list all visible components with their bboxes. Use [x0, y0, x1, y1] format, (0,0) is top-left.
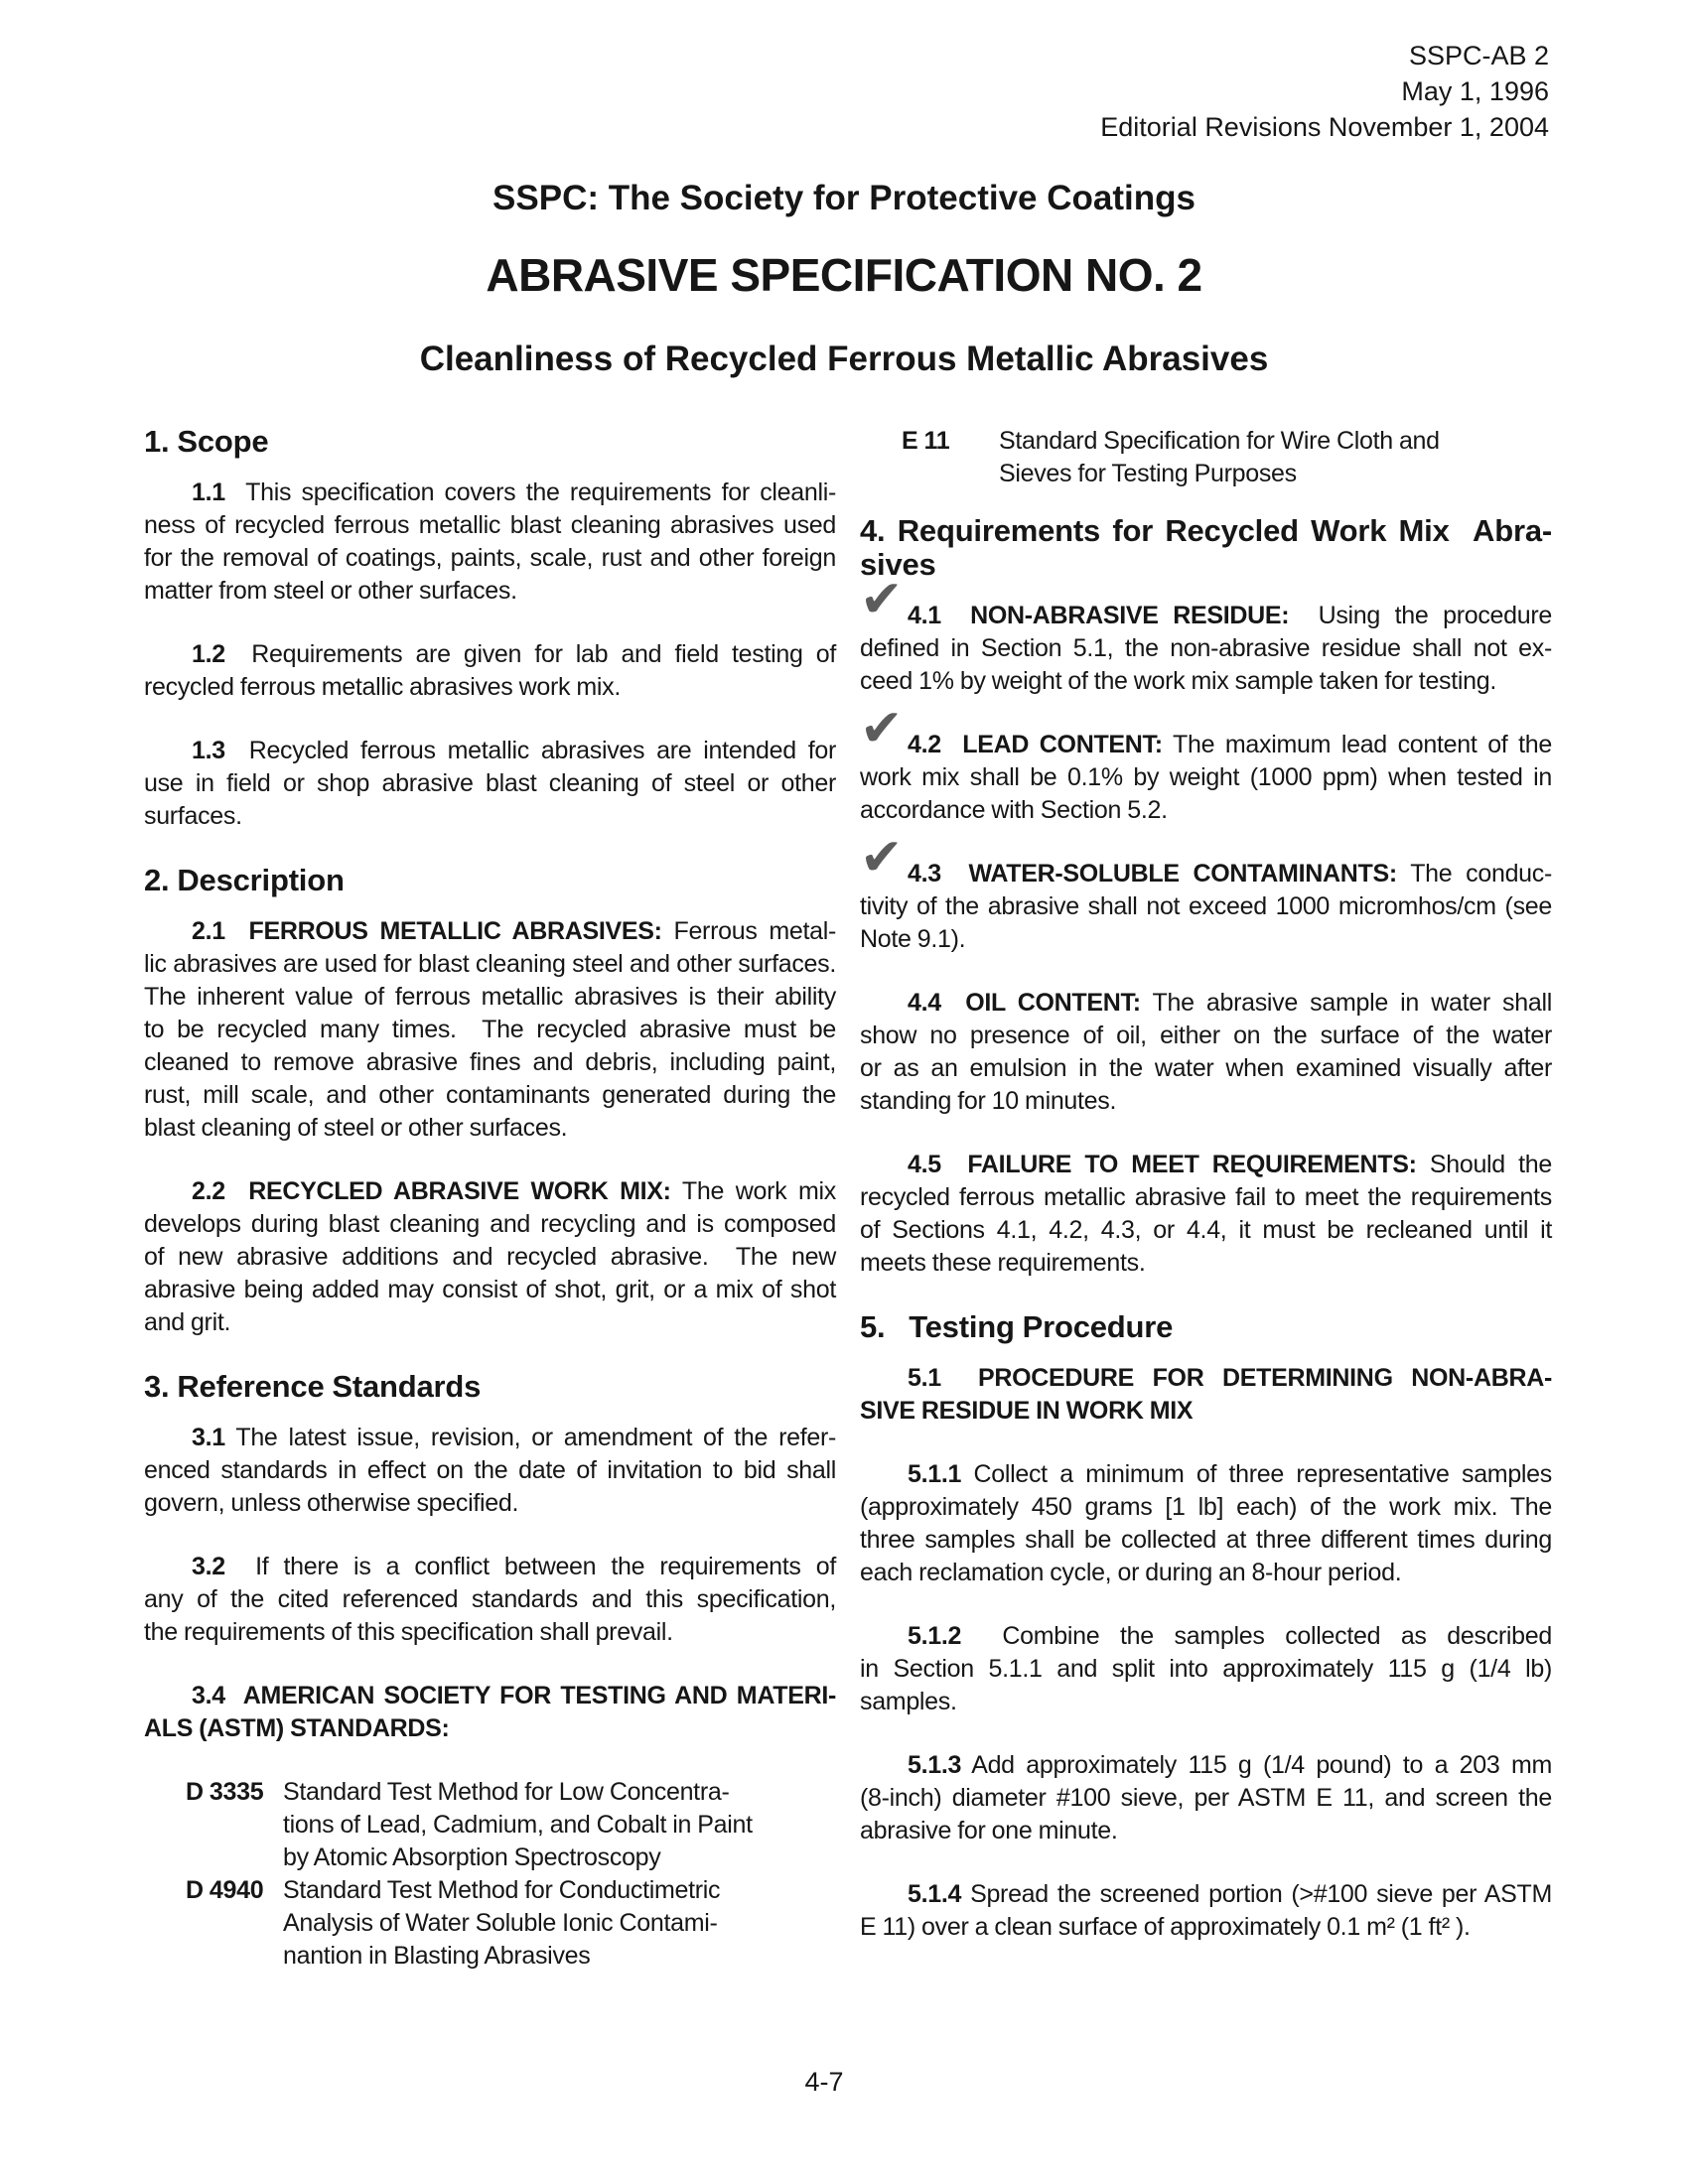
paragraph-label: 5.1.3 [908, 1751, 962, 1779]
text-line: E 11) over a clean surface of approximately 0.1 m² (1 ft² ). [860, 1913, 1471, 1941]
paragraph [860, 571, 1552, 698]
paragraph-text: The conduc- [1396, 860, 1553, 887]
checkmark-icon: ✔ [860, 571, 904, 628]
text-line [860, 600, 1552, 632]
text-line: each reclamation cycle, or during an 8-hour period. [860, 1559, 1402, 1586]
text-line: tions of Lead, Cadmium, and Cobalt in Paint [283, 1811, 753, 1839]
text-line: develops during blast cleaning and recycling and is composed [144, 1210, 836, 1238]
checkmark-icon: ✔ [860, 700, 904, 757]
text-line: to be recycled many times. The recycled abrasive must be [144, 1016, 836, 1043]
heading-line: sives [860, 547, 936, 582]
text-line: recycled ferrous metallic abrasives work mix. [144, 673, 621, 701]
paragraph-label: 5.1.4 [908, 1880, 962, 1908]
paragraph [860, 987, 1552, 1118]
text-line: surfaces. [144, 802, 242, 830]
text-line: or as an emulsion in the water when examined visually after [860, 1054, 1552, 1082]
paragraph-text: Combine the samples collected as described [961, 1622, 1552, 1650]
paragraph-text: Collect a minimum of three representative samples [961, 1460, 1552, 1488]
text-line: blast cleaning of steel or other surfaces. [144, 1114, 568, 1142]
text-line: 3.4 AMERICAN SOCIETY FOR TESTING AND MATERI- [192, 1682, 836, 1709]
text-line [860, 1458, 1552, 1491]
paragraph-text: The latest issue, revision, or amendment of the refer- [224, 1424, 836, 1451]
paragraph-label: 1.3 [192, 737, 225, 764]
heading-line: 3. Reference Standards [144, 1369, 482, 1404]
paragraph [144, 1551, 836, 1649]
text-line: three samples shall be collected at three different times during [860, 1526, 1552, 1554]
text-line [144, 1551, 836, 1583]
reference-code: E 11 [902, 427, 950, 455]
reference-entry [144, 1874, 836, 1973]
reference-description [283, 1874, 836, 1973]
text-line: Note 9.1). [860, 925, 966, 953]
paragraph [144, 477, 836, 608]
heading-line: 4. Requirements for Recycled Work Mix Abra- [860, 513, 1552, 548]
paragraph-text: The work mix [670, 1177, 837, 1205]
text-line: the requirements of this specification shall prevail. [144, 1618, 673, 1646]
text-line: lic abrasives are used for blast cleaning steel and other surfaces. [144, 950, 836, 978]
paragraph-text: Requirements are given for lab and field testing of [224, 640, 836, 668]
text-line [860, 1620, 1552, 1653]
paragraph-label: 1.2 [192, 640, 225, 668]
paragraph-text: Should the [1416, 1151, 1552, 1178]
paragraph-text: The maximum lead content of the [1162, 731, 1552, 758]
paragraph [144, 1175, 836, 1339]
heading-line: 1. Scope [144, 424, 269, 459]
text-line: work mix shall be 0.1% by weight (1000 ppm) when tested in [860, 763, 1552, 791]
left-column [144, 425, 836, 1973]
text-line [144, 915, 836, 948]
section-heading [860, 1310, 1552, 1344]
text-line [860, 987, 1552, 1020]
doc-date: May 1, 1996 [1401, 76, 1549, 106]
section-heading [144, 1370, 836, 1404]
paragraph [860, 1458, 1552, 1589]
text-line: tivity of the abrasive shall not exceed 1000 micromhos/cm (see [860, 892, 1552, 920]
bold-paragraph [860, 1362, 1552, 1428]
section-heading [144, 425, 836, 459]
text-line [144, 477, 836, 509]
paragraph [860, 1749, 1552, 1847]
paragraph-text: This specification covers the requirements for cleanli- [224, 478, 836, 506]
text-line [860, 1149, 1552, 1181]
paragraph [860, 1878, 1552, 1944]
text-line: SIVE RESIDUE IN WORK MIX [860, 1397, 1194, 1425]
paragraph-text: Add approximately 115 g (1/4 pound) to a 203 mm [961, 1751, 1552, 1779]
text-line [860, 729, 1552, 761]
paragraph-text: If there is a conflict between the requirements of [224, 1553, 836, 1580]
text-line: in Section 5.1.1 and split into approximately 115 g (1/4 lb) [860, 1655, 1552, 1683]
text-line: any of the cited referenced standards and this specification, [144, 1585, 836, 1613]
text-line: use in field or shop abrasive blast cleaning of steel or other [144, 769, 836, 797]
text-line: and grit. [144, 1308, 231, 1336]
paragraph-label: 4.3 WATER-SOLUBLE CONTAMINANTS: [908, 860, 1397, 887]
page-number: 4-7 [804, 2067, 844, 2097]
paragraph-label: 2.2 RECYCLED ABRASIVE WORK MIX: [192, 1177, 671, 1205]
text-line: samples. [860, 1688, 957, 1715]
reference-code: D 4940 [186, 1876, 264, 1904]
page-title: ABRASIVE SPECIFICATION NO. 2 [486, 249, 1202, 301]
section-heading [144, 864, 836, 897]
paragraph-label: 5.1.2 [908, 1622, 962, 1650]
paragraph-label: 1.1 [192, 478, 225, 506]
text-line [860, 858, 1552, 890]
text-line: govern, unless otherwise specified. [144, 1489, 519, 1517]
paragraph-text: Spread the screened portion (>#100 sieve per ASTM [961, 1880, 1552, 1908]
paragraph-text: Using the procedure [1289, 602, 1552, 629]
paragraph-label: 4.4 OIL CONTENT: [908, 989, 1141, 1017]
text-line [860, 1878, 1552, 1911]
text-line: recycled ferrous metallic abrasive fail to meet the requirements [860, 1183, 1552, 1211]
right-column [860, 425, 1552, 1975]
text-line [144, 1422, 836, 1454]
text-line: ALS (ASTM) STANDARDS: [144, 1714, 450, 1742]
text-line: abrasive being added may consist of shot, grit, or a mix of shot [144, 1276, 836, 1303]
paragraph-label: 4.1 NON-ABRASIVE RESIDUE: [908, 602, 1290, 629]
reference-description [999, 425, 1552, 490]
text-line: 5.1 PROCEDURE FOR DETERMINING NON-ABRA- [908, 1364, 1552, 1392]
paragraph-label: 3.2 [192, 1553, 225, 1580]
organization-title: SSPC: The Society for Protective Coatings [492, 179, 1196, 217]
text-line: by Atomic Absorption Spectroscopy [283, 1843, 661, 1871]
paragraph-label: 4.2 LEAD CONTENT: [908, 731, 1163, 758]
text-line: Sieves for Testing Purposes [999, 460, 1297, 487]
text-line: matter from steel or other surfaces. [144, 577, 517, 605]
section-heading [860, 514, 1552, 582]
text-line [860, 1749, 1552, 1782]
subtitle: Cleanliness of Recycled Ferrous Metallic Abrasives [419, 340, 1269, 378]
paragraph [144, 915, 836, 1145]
text-line: standing for 10 minutes. [860, 1087, 1117, 1115]
paragraph [144, 1422, 836, 1520]
text-line: nantion in Blasting Abrasives [283, 1942, 591, 1970]
text-line: abrasive for one minute. [860, 1817, 1118, 1844]
text-line: ness of recycled ferrous metallic blast cleaning abrasives used [144, 511, 836, 539]
paragraph [860, 700, 1552, 827]
text-line: accordance with Section 5.2. [860, 796, 1168, 824]
text-line: meets these requirements. [860, 1249, 1146, 1277]
text-line: ceed 1% by weight of the work mix sample taken for testing. [860, 667, 1497, 695]
text-line: show no presence of oil, either on the surface of the water [860, 1022, 1552, 1049]
reference-description [283, 1776, 836, 1874]
text-line: (approximately 450 grams [1 lb] each) of the work mix. The [860, 1493, 1552, 1521]
doc-code: SSPC-AB 2 [1408, 41, 1549, 70]
paragraph [860, 829, 1553, 956]
heading-line: 5. Testing Procedure [860, 1309, 1174, 1344]
paragraph-text: Ferrous metal- [661, 917, 836, 945]
reference-code: D 3335 [186, 1778, 264, 1806]
text-line: rust, mill scale, and other contaminants generated during the [144, 1081, 836, 1109]
reference-entry [144, 1776, 836, 1874]
bold-paragraph [144, 1680, 836, 1745]
text-line: Standard Test Method for Low Concentra- [283, 1778, 730, 1806]
paragraph [144, 735, 836, 833]
paragraph [144, 638, 836, 704]
text-line: of Sections 4.1, 4.2, 4.3, or 4.4, it must be recleaned until it [860, 1216, 1552, 1244]
doc-revision: Editorial Revisions November 1, 2004 [1100, 112, 1549, 142]
text-line: enced standards in effect on the date of invitation to bid shall [144, 1456, 836, 1484]
text-line: Analysis of Water Soluble Ionic Contami- [283, 1909, 718, 1937]
text-line: for the removal of coatings, paints, scale, rust and other foreign [144, 544, 836, 572]
text-line: (8-inch) diameter #100 sieve, per ASTM E 11, and screen the [860, 1784, 1552, 1812]
text-line [144, 638, 836, 671]
paragraph-label: 5.1.1 [908, 1460, 962, 1488]
paragraph-text: The abrasive sample in water shall [1140, 989, 1552, 1017]
text-line: defined in Section 5.1, the non-abrasive residue shall not ex- [860, 634, 1552, 662]
text-line [144, 1175, 836, 1208]
reference-entry [860, 425, 1552, 490]
paragraph [860, 1620, 1552, 1718]
paragraph-label: 3.1 [192, 1424, 225, 1451]
paragraph-label: 2.1 FERROUS METALLIC ABRASIVES: [192, 917, 662, 945]
text-line: Standard Specification for Wire Cloth and [999, 427, 1440, 455]
paragraph-text: Recycled ferrous metallic abrasives are intended for [224, 737, 836, 764]
text-line: cleaned to remove abrasive fines and debris, including paint, [144, 1048, 836, 1076]
text-line: of new abrasive additions and recycled abrasive. The new [144, 1243, 836, 1271]
text-line: The inherent value of ferrous metallic abrasives is their ability [144, 983, 836, 1011]
heading-line: 2. Description [144, 863, 345, 897]
document-header [1100, 38, 1549, 145]
text-line [144, 735, 836, 767]
paragraph [860, 1149, 1552, 1280]
checkmark-icon: ✔ [860, 829, 904, 887]
text-line: Standard Test Method for Conductimetric [283, 1876, 721, 1904]
paragraph-label: 4.5 FAILURE TO MEET REQUIREMENTS: [908, 1151, 1417, 1178]
